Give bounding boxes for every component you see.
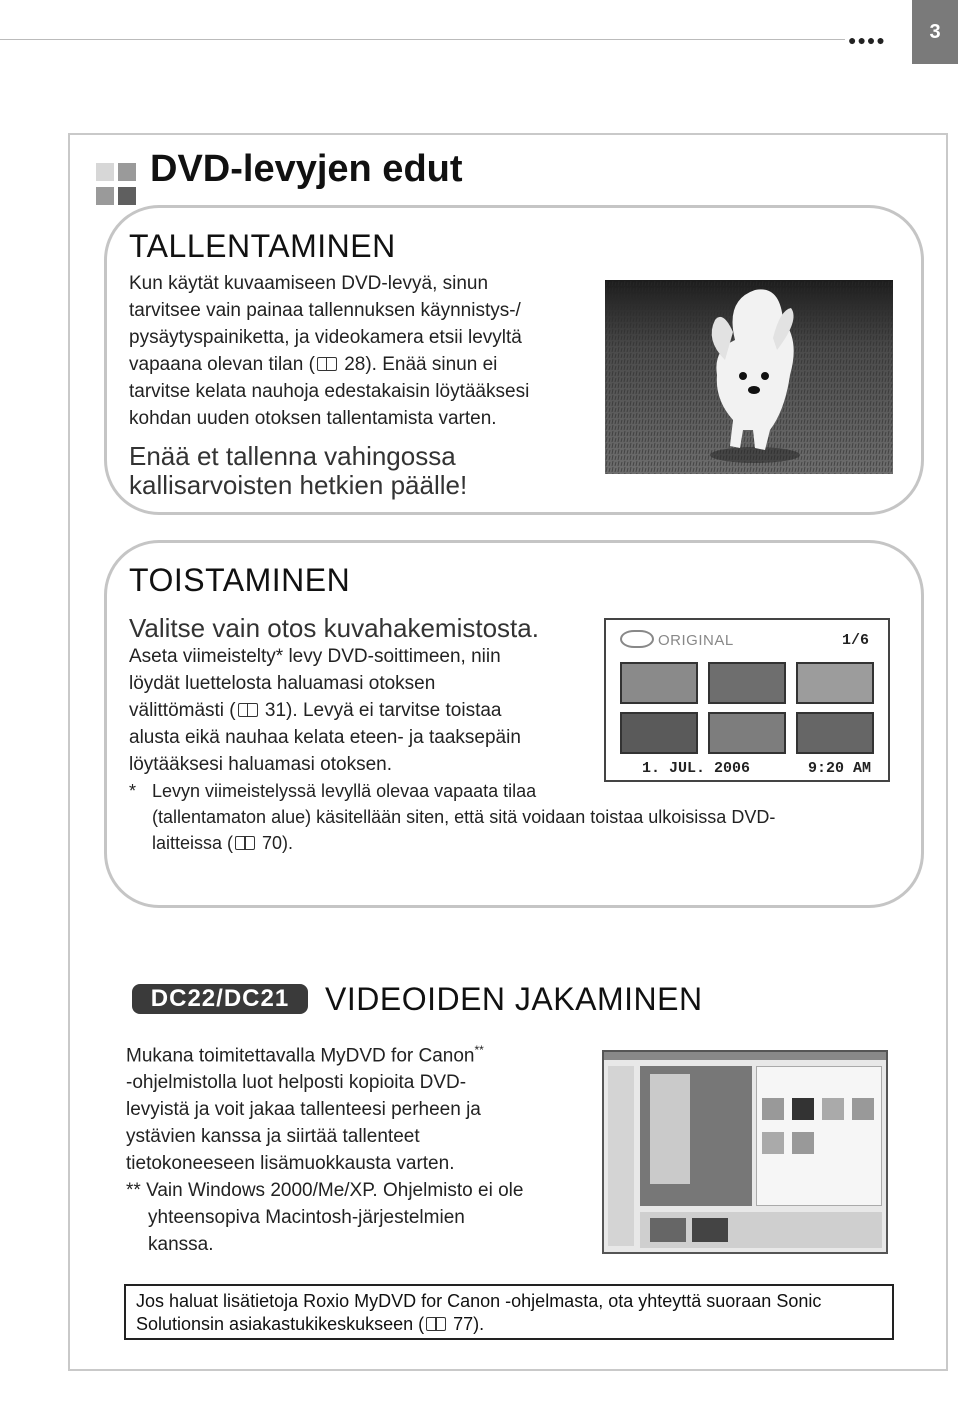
playback-heading: TOISTAMINEN [129,562,351,598]
book-icon [235,836,255,850]
screen-time: 9:20 AM [808,760,872,777]
recording-text: Kun käytät kuvaamiseen DVD-levyä, sinun tarvitsee vain painaa tallennuksen käynnistys-/ pysäytyspainiketta, ja videokamera etsii levyltä vapaana olevan tilan ( 28). Enää sinun ei tarvitse kelata nauhoja edestakaisin löytääksesi kohdan uuden otoksen tallentamista varten. [129,273,530,429]
page-number: 3 [912,0,958,64]
thumbnail [620,712,698,754]
playback-footnote-mark: * [129,781,137,801]
playback-highlight: Valitse vain otos kuvahakemistosta. [129,613,539,643]
info-box: Jos haluat lisätietoja Roxio MyDVD for Canon -ohjelmasta, ota yhteyttä suoraan Sonic Solutionsin asiakastukikeskukseen ( 77). [124,1284,894,1340]
thumbnail [708,662,786,704]
book-icon [238,703,258,717]
book-icon [317,357,337,371]
book-icon [426,1317,446,1331]
thumbnail [620,662,698,704]
model-badge: DC22/DC21 [132,984,308,1014]
recording-highlight: Enää et tallenna vahingossa kallisarvoisten hetkien päälle! [129,441,468,500]
page-title: DVD-levyjen edut [150,148,463,190]
dog-photo [605,280,893,474]
thumbnail [708,712,786,754]
header-dots: ●●●● [848,32,886,48]
thumbnail-grid [620,662,876,756]
screen-counter: 1/6 [842,632,870,649]
header-rule [0,39,845,40]
sharing-heading: VIDEOIDEN JAKAMINEN [325,981,703,1017]
disc-icon [620,630,654,648]
screen-label: ORIGINAL [658,632,734,649]
software-screenshot [602,1050,888,1254]
thumbnail [796,662,874,704]
index-screen [604,618,890,782]
screen-date: 1. JUL. 2006 [642,760,751,777]
thumbnail [796,712,874,754]
playback-text: Aseta viimeistelty* levy DVD-soittimeen, niin löydät luettelosta haluamasi otoksen välittömästi ( 31). Levyä ei tarvitse toistaa alusta eikä nauhaa kelata eteen- ja taaksepäin löytääksesi haluamasi otoksen. [129,646,521,775]
sharing-text: Mukana toimitettavalla MyDVD for Canon** -ohjelmistolla luot helposti kopioita DVD- levyistä ja voit jakaa tallenteesi perheen ja ystävien kanssa ja siirtää tallenteet tietokoneeseen lisämuokkausta varten. ** Vain Windows 2000/Me/XP. Ohjelmisto ei ole yhteensopiva Macintosh-järjestelmien kanssa. [126,1043,524,1256]
playback-footnote: Levyn viimeistelyssä levyllä olevaa vapaata tilaa (tallentamaton alue) käsitellään siten, että sitä voidaan toistaa ulkoisissa DVD- laitteissa ( 70). [152,781,776,853]
recording-heading: TALLENTAMINEN [129,228,396,264]
